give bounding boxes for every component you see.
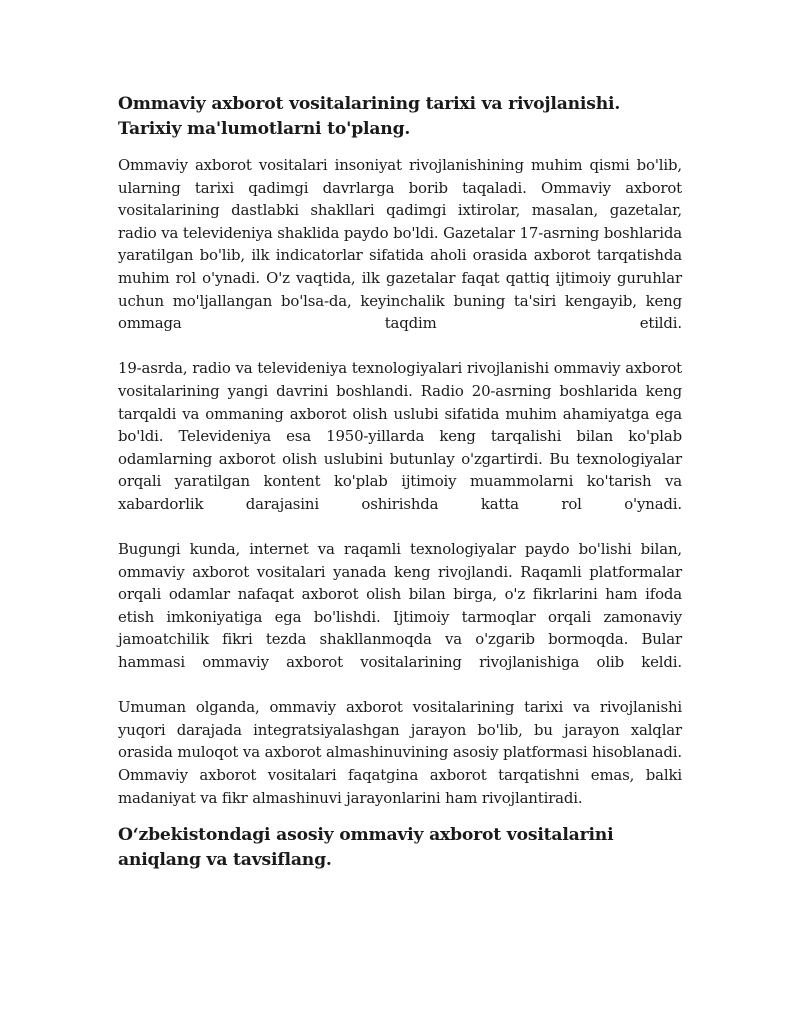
- paragraph-conclusion: Umuman olganda, ommaviy axborot vositalarining tarixi va rivojlanishi yuqori darajada integratsiyalashgan jarayon bo'lib, bu jarayon xalqlar orasida muloqot va axborot almashinuvining asosiy platformasi hisoblanadi. Ommaviy axborot vositalari faqatgina axborot tarqatishni emas, balki madaniyat va fikr almashinuvi jarayonlarini ham rivojlantiradi.: [118, 698, 682, 807]
- paragraph-spacer: [118, 335, 682, 358]
- section-heading-uzbekistan-media: O‘zbekistondagi asosiy ommaviy axborot vositalarini aniqlang va tavsiflang.: [118, 825, 614, 871]
- paragraph-origins: Ommaviy axborot vositalari insoniyat rivojlanishining muhim qismi bo'lib, ularning tarixi qadimgi davrlarga borib taqaladi. Ommaviy axborot vositalarining dastlabki shakllari qadimgi ixtirolar, masalan, gazetalar, radio va televideniya shaklida paydo bo'ldi. Gazetalar 17-asrning boshlarida yaratilgan bo'lib, ilk indicatorlar sifatida aholi orasida axborot tarqatishda muhim rol o'ynadi. O'z vaqtida, ilk gazetalar faqat qattiq ijtimoiy guruhlar uchun mo'ljallangan bo'lsa-da, keyinchalik buning ta'siri kengayib, keng ommaga taqdim etildi.: [118, 156, 682, 333]
- paragraph-spacer: [118, 674, 682, 697]
- paragraph-spacer: [118, 516, 682, 539]
- document-page: [118, 92, 682, 873]
- paragraph-digital: Bugungi kunda, internet va raqamli texnologiyalar paydo bo'lishi bilan, ommaviy axborot vositalari yanada keng rivojlandi. Raqamli platformalar orqali odamlar nafaqat axborot olish bilan birga, o'z fikrlarini ham ifoda etish imkoniyatiga ega bo'lishdi. Ijtimoiy tarmoqlar orqali zamonaviy jamoatchilik fikri tezda shakllanmoqda va o'zgarib bormoqda. Bular hammasi ommaviy axborot vositalarining rivojlanishiga olib keldi.: [118, 540, 682, 672]
- section-heading-history: Ommaviy axborot vositalarining tarixi va rivojlanishi. Tarixiy ma'lumotlarni to'plang.: [118, 94, 621, 139]
- paragraph-radio-tv: 19-asrda, radio va televideniya texnologiyalari rivojlanishi ommaviy axborot vositalarining yangi davrini boshlandi. Radio 20-asrning boshlarida keng tarqaldi va ommaning axborot olish uslubi sifatida muhim ahamiyatga ega bo'ldi. Televideniya esa 1950-yillarda keng tarqalishi bilan ko'plab odamlarning axborot olish uslubini butunlay o'zgartirdi. Bu texnologiyalar orqali yaratilgan kontent ko'plab ijtimoiy muammolarni ko'tarish va xabardorlik darajasini oshirishda katta rol o'ynadi.: [118, 359, 682, 513]
